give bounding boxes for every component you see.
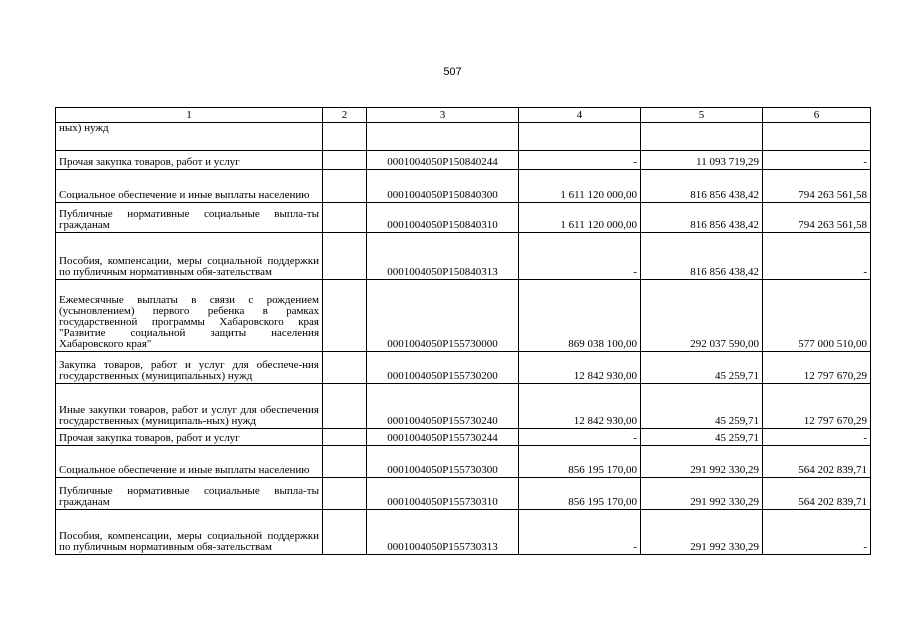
table-row	[56, 446, 871, 478]
column-header: 5	[641, 108, 763, 123]
table-row	[56, 478, 871, 510]
column-header: 4	[519, 108, 641, 123]
amount-cell: 291 992 330,29	[641, 510, 763, 555]
table-row	[56, 151, 871, 170]
amount-cell: 816 856 438,42	[641, 233, 763, 280]
col2-cell	[323, 233, 367, 280]
amount-cell	[641, 123, 763, 151]
amount-cell: -	[763, 233, 871, 280]
amount-cell: 292 037 590,00	[641, 280, 763, 352]
table-row	[56, 203, 871, 233]
code-cell: 0001004050P150840313	[367, 233, 519, 280]
amount-cell: 869 038 100,00	[519, 280, 641, 352]
budget-table	[55, 107, 871, 555]
amount-cell: 12 842 930,00	[519, 384, 641, 429]
col2-cell	[323, 384, 367, 429]
amount-cell: 45 259,71	[641, 352, 763, 384]
col2-cell	[323, 123, 367, 151]
amount-cell: -	[763, 151, 871, 170]
code-cell	[367, 123, 519, 151]
amount-cell: 816 856 438,42	[641, 170, 763, 203]
amount-cell: 856 195 170,00	[519, 478, 641, 510]
amount-cell: 12 842 930,00	[519, 352, 641, 384]
row-name-cell: Социальное обеспечение и иные выплаты населению	[56, 446, 323, 478]
col2-cell	[323, 510, 367, 555]
code-cell: 0001004050P155730310	[367, 478, 519, 510]
table-row	[56, 352, 871, 384]
amount-cell: 856 195 170,00	[519, 446, 641, 478]
amount-cell: 45 259,71	[641, 429, 763, 446]
amount-cell: -	[519, 429, 641, 446]
col2-cell	[323, 478, 367, 510]
amount-cell: 1 611 120 000,00	[519, 203, 641, 233]
amount-cell: 1 611 120 000,00	[519, 170, 641, 203]
amount-cell: 291 992 330,29	[641, 478, 763, 510]
amount-cell: 12 797 670,29	[763, 384, 871, 429]
col2-cell	[323, 280, 367, 352]
amount-cell: 794 263 561,58	[763, 203, 871, 233]
amount-cell: -	[519, 151, 641, 170]
code-cell: 0001004050P150840300	[367, 170, 519, 203]
col2-cell	[323, 151, 367, 170]
table-row	[56, 123, 871, 151]
amount-cell: 564 202 839,71	[763, 446, 871, 478]
col2-cell	[323, 170, 367, 203]
amount-cell: 816 856 438,42	[641, 203, 763, 233]
code-cell: 0001004050P155730240	[367, 384, 519, 429]
amount-cell	[519, 123, 641, 151]
col2-cell	[323, 446, 367, 478]
row-name-cell: Социальное обеспечение и иные выплаты населению	[56, 170, 323, 203]
column-header: 2	[323, 108, 367, 123]
row-name-cell: Ежемесячные выплаты в связи с рождением (усыновлением) первого ребенка в рамках государственной программы Хабаровского края "Развитие социальной защиты населения Хабаровского края"	[56, 280, 323, 352]
row-name-cell: Публичные нормативные социальные выпла-ты гражданам	[56, 203, 323, 233]
row-name-cell: Публичные нормативные социальные выпла-ты гражданам	[56, 478, 323, 510]
amount-cell: -	[763, 510, 871, 555]
code-cell: 0001004050P150840310	[367, 203, 519, 233]
amount-cell	[763, 123, 871, 151]
row-name-cell: Пособия, компенсации, меры социальной поддержки по публичным нормативным обя-зательствам	[56, 510, 323, 555]
amount-cell: 45 259,71	[641, 384, 763, 429]
amount-cell: 794 263 561,58	[763, 170, 871, 203]
row-name-cell: Прочая закупка товаров, работ и услуг	[56, 429, 323, 446]
row-name-cell: Пособия, компенсации, меры социальной поддержки по публичным нормативным обя-зательствам	[56, 233, 323, 280]
row-name-cell: Иные закупки товаров, работ и услуг для обеспечения государственных (муниципаль-ных) нужд	[56, 384, 323, 429]
col2-cell	[323, 203, 367, 233]
row-name-cell: Прочая закупка товаров, работ и услуг	[56, 151, 323, 170]
table-row	[56, 510, 871, 555]
amount-cell: 11 093 719,29	[641, 151, 763, 170]
table-header-row	[56, 108, 871, 123]
page-number: 507	[443, 66, 462, 78]
amount-cell: -	[763, 429, 871, 446]
amount-cell: -	[519, 233, 641, 280]
table-row	[56, 384, 871, 429]
code-cell: 0001004050P155730313	[367, 510, 519, 555]
code-cell: 0001004050P155730300	[367, 446, 519, 478]
amount-cell: 564 202 839,71	[763, 478, 871, 510]
column-header: 3	[367, 108, 519, 123]
row-name-cell: Закупка товаров, работ и услуг для обеспече-ния государственных (муниципальных) нужд	[56, 352, 323, 384]
code-cell: 0001004050P155730000	[367, 280, 519, 352]
amount-cell: 291 992 330,29	[641, 446, 763, 478]
table-row	[56, 280, 871, 352]
col2-cell	[323, 352, 367, 384]
row-name-cell: ных) нужд	[56, 123, 323, 151]
amount-cell: 12 797 670,29	[763, 352, 871, 384]
code-cell: 0001004050P150840244	[367, 151, 519, 170]
amount-cell: -	[519, 510, 641, 555]
code-cell: 0001004050P155730244	[367, 429, 519, 446]
column-header: 1	[56, 108, 323, 123]
amount-cell: 577 000 510,00	[763, 280, 871, 352]
code-cell: 0001004050P155730200	[367, 352, 519, 384]
table-row	[56, 429, 871, 446]
column-header: 6	[763, 108, 871, 123]
table-row	[56, 170, 871, 203]
table-row	[56, 233, 871, 280]
col2-cell	[323, 429, 367, 446]
